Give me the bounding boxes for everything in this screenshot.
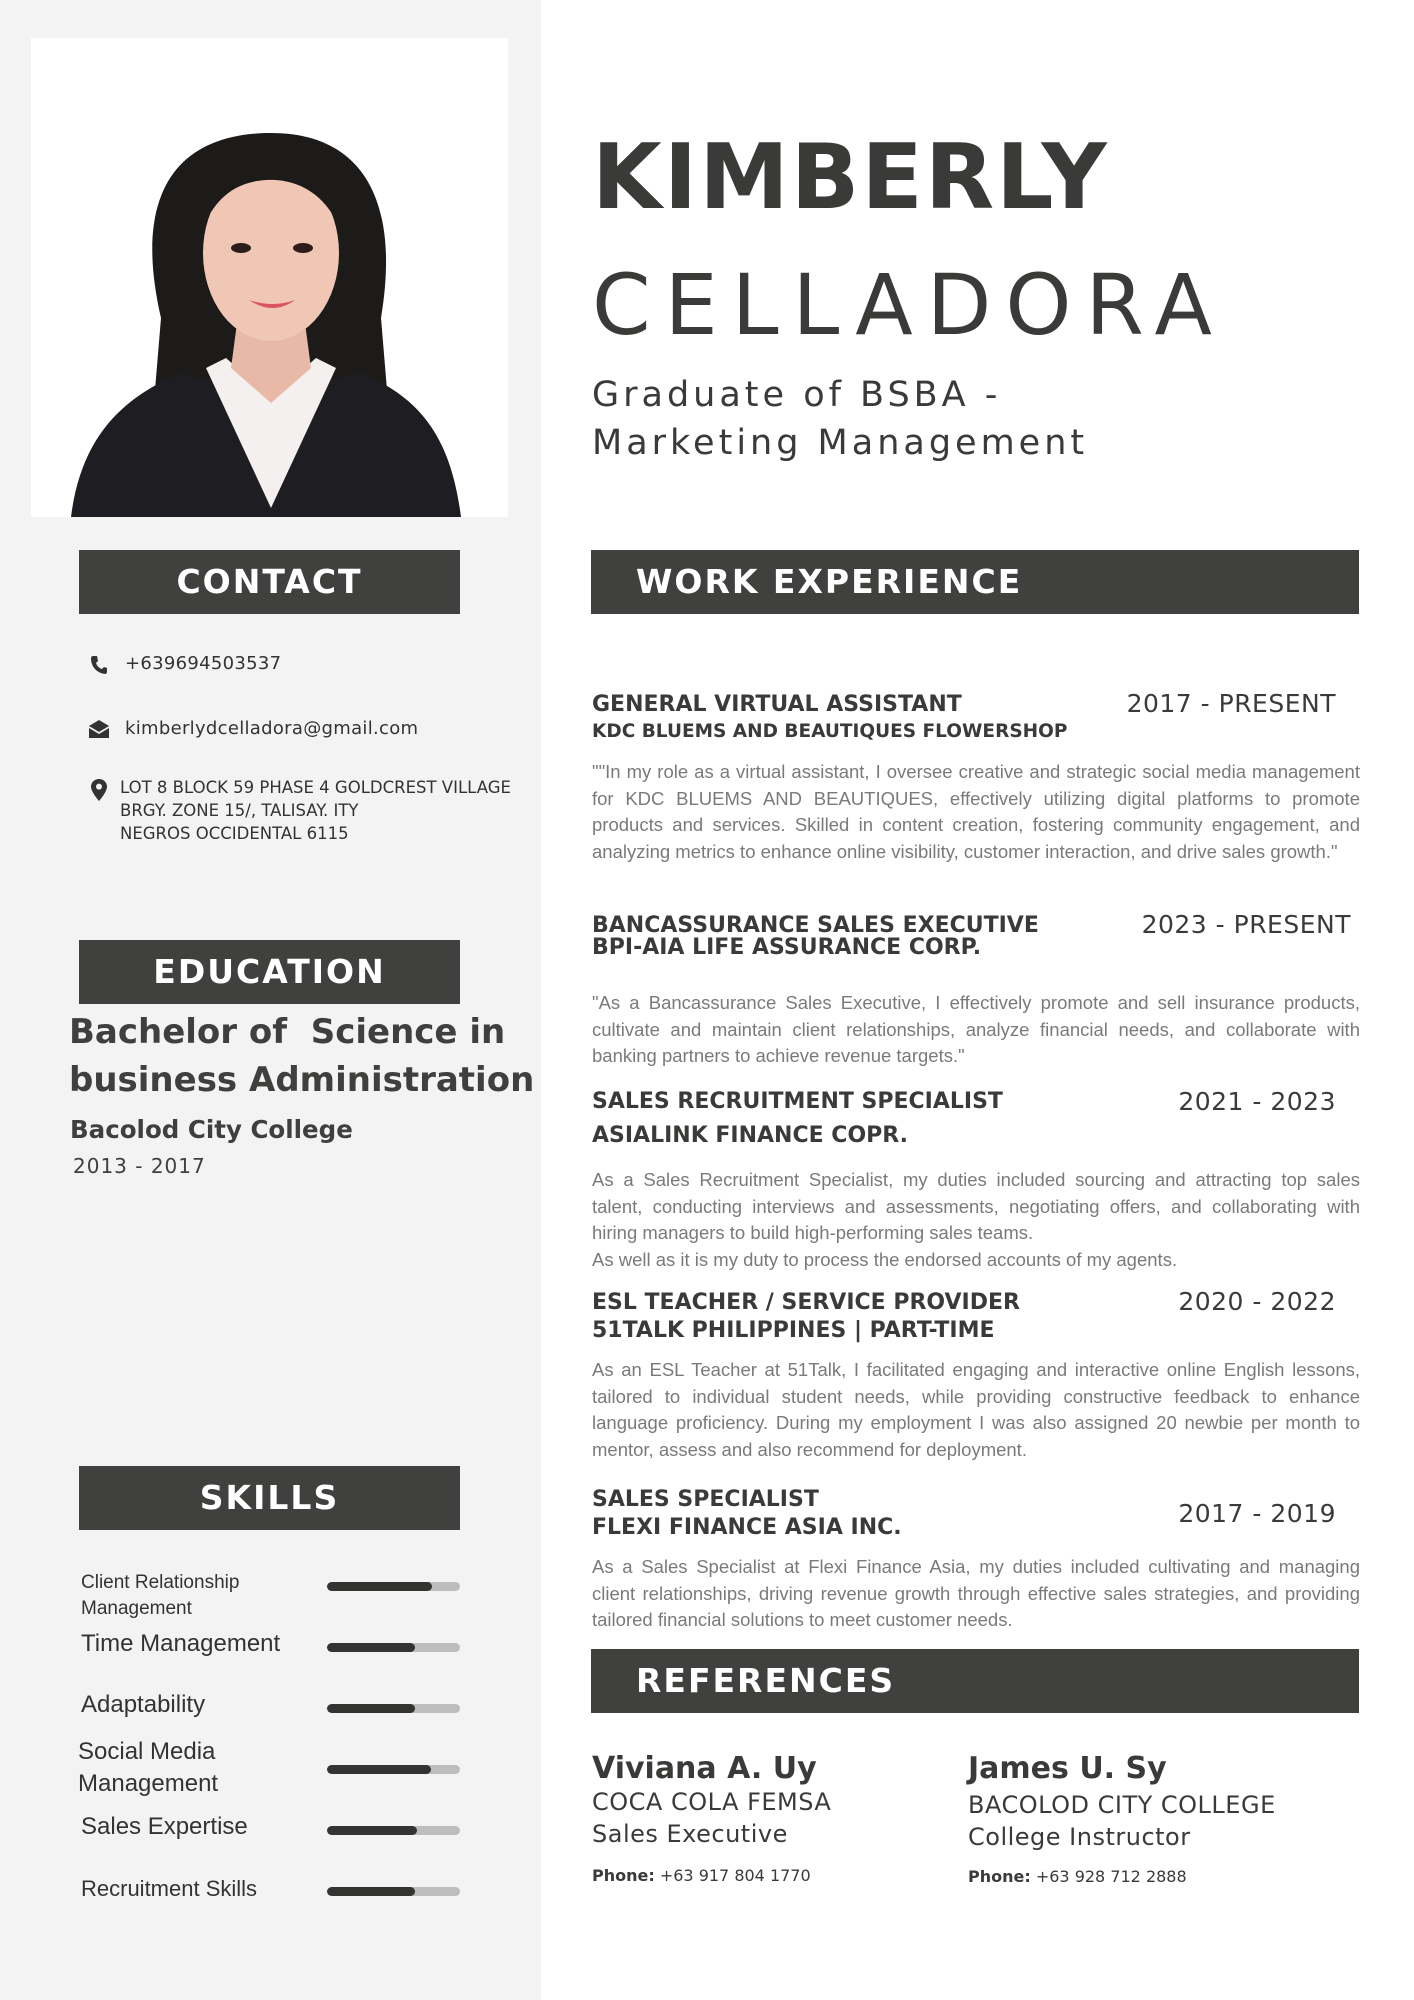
phone-number: +63 928 712 2888: [1035, 1867, 1187, 1886]
job-dates: 2023 - PRESENT: [1141, 910, 1351, 939]
address-line: LOT 8 BLOCK 59 PHASE 4 GOLDCREST VILLAGE: [120, 778, 511, 797]
job-company: ASIALINK FINANCE COPR.: [592, 1123, 908, 1148]
reference-org: BACOLOD CITY COLLEGE: [968, 1791, 1276, 1819]
job-title: SALES SPECIALIST: [592, 1487, 819, 1512]
address-line: NEGROS OCCIDENTAL 6115: [120, 824, 349, 843]
skill-bar-fill: [327, 1887, 415, 1896]
skill-name: Client Relationship Management: [81, 1572, 240, 1619]
skills-heading: SKILLS: [79, 1466, 460, 1530]
first-name: KIMBERLY: [592, 125, 1109, 230]
education-heading: EDUCATION: [79, 940, 460, 1004]
subtitle-line: Graduate of BSBA -: [592, 375, 1002, 415]
degree-line: Bachelor of Science in: [69, 1012, 506, 1052]
reference-name: Viviana A. Uy: [592, 1751, 817, 1786]
job-title: ESL TEACHER / SERVICE PROVIDER: [592, 1290, 1020, 1315]
skill-bar: [327, 1704, 460, 1713]
skill-bar-fill: [327, 1765, 431, 1774]
education-school: Bacolod City College: [70, 1115, 353, 1144]
reference-role: Sales Executive: [592, 1820, 788, 1848]
contact-heading: CONTACT: [79, 550, 460, 614]
skill-bar-fill: [327, 1643, 415, 1652]
phone-label: Phone:: [592, 1866, 655, 1885]
location-pin-icon: [91, 779, 107, 801]
skill-name: Adaptability: [81, 1691, 206, 1718]
job-dates: 2017 - 2019: [1178, 1499, 1336, 1528]
reference-name: James U. Sy: [968, 1751, 1167, 1786]
reference-phone: [968, 1867, 1187, 1886]
skill-bar: [327, 1887, 460, 1896]
job-company: 51TALK PHILIPPINES | PART-TIME: [592, 1318, 995, 1343]
job-description-para: As a Sales Recruitment Specialist, my duties included sourcing and attracting top sales talent, conducting interviews and assessments, negotiating offers, and collaborating with hiring managers to build high-performing sales teams.: [592, 1169, 1360, 1244]
education-years: 2013 - 2017: [73, 1154, 206, 1178]
job-description: ""In my role as a virtual assistant, I oversee creative and strategic social media management for KDC BLUEMS AND BEAUTIQUES, effectively utilizing digital platforms to promote products and services. Skilled in content creation, fostering community engagement, and analyzing metrics to enhance online visibility, customer interaction, and drive sales growth.": [592, 761, 1360, 863]
contact-email: kimberlydcelladora@gmail.com: [125, 718, 419, 739]
job-dates: 2020 - 2022: [1178, 1287, 1336, 1316]
work-heading: WORK EXPERIENCE: [591, 550, 1359, 614]
skill-bar: [327, 1765, 460, 1774]
envelope-icon: [88, 719, 110, 739]
skill-bar: [327, 1643, 460, 1652]
skill-name: Sales Expertise: [81, 1813, 248, 1840]
skill-name: Time Management: [81, 1630, 281, 1657]
reference-phone: [592, 1866, 811, 1885]
address-line: BRGY. ZONE 15/, TALISAY. ITY: [120, 801, 359, 820]
job-description-para: As well as it is my duty to process the endorsed accounts of my agents.: [592, 1249, 1178, 1271]
contact-address: [120, 776, 511, 845]
job-company: FLEXI FINANCE ASIA INC.: [592, 1515, 902, 1540]
last-name: CELLADORA: [592, 256, 1226, 354]
skill-bar-fill: [327, 1582, 432, 1591]
job-dates: 2021 - 2023: [1178, 1087, 1336, 1116]
phone-icon: [90, 655, 108, 675]
job-dates: 2017 - PRESENT: [1126, 689, 1336, 718]
skill-name: Recruitment Skills: [81, 1876, 258, 1901]
job-description: As an ESL Teacher at 51Talk, I facilitated engaging and interactive online English lessons, tailored to individual student needs, while providing constructive feedback to enhance language proficiency. During my employment I was also assigned 20 newbie per month to mentor, assess and also recommend for deployment.: [592, 1359, 1360, 1461]
job-title: SALES RECRUITMENT SPECIALIST: [592, 1089, 1003, 1114]
contact-phone: +639694503537: [125, 653, 282, 674]
skill-bar: [327, 1826, 460, 1835]
education-degree: [69, 1008, 539, 1104]
subtitle: [592, 371, 1292, 467]
degree-line: business Administration: [69, 1060, 535, 1100]
phone-label: Phone:: [968, 1867, 1031, 1886]
job-title: BANCASSURANCE SALES EXECUTIVE: [592, 913, 1039, 938]
job-description: [592, 1167, 1360, 1274]
job-title: GENERAL VIRTUAL ASSISTANT: [592, 692, 962, 717]
job-company: BPI-AIA LIFE ASSURANCE CORP.: [592, 935, 982, 960]
reference-role: College Instructor: [968, 1823, 1191, 1851]
skill-bar-fill: [327, 1826, 417, 1835]
skill-bar-fill: [327, 1704, 415, 1713]
reference-org: COCA COLA FEMSA: [592, 1788, 832, 1816]
skill-name: Social Media Management: [78, 1738, 219, 1797]
job-company: KDC BLUEMS AND BEAUTIQUES FLOWERSHOP: [592, 721, 1068, 742]
job-description: "As a Bancassurance Sales Executive, I effectively promote and sell insurance products, cultivate and maintain client relationships, analyze financial needs, and collaborate with banking partners to achieve revenue targets.": [592, 992, 1360, 1067]
references-heading: REFERENCES: [591, 1649, 1359, 1713]
skill-bar: [327, 1582, 460, 1591]
job-description: As a Sales Specialist at Flexi Finance Asia, my duties included cultivating and managing client relationships, driving revenue growth through effective sales strategies, and providing tailored financial solutions to meet customer needs.: [592, 1556, 1360, 1631]
phone-number: +63 917 804 1770: [659, 1866, 811, 1885]
profile-photo: [31, 38, 508, 517]
subtitle-line: Marketing Management: [592, 423, 1089, 463]
